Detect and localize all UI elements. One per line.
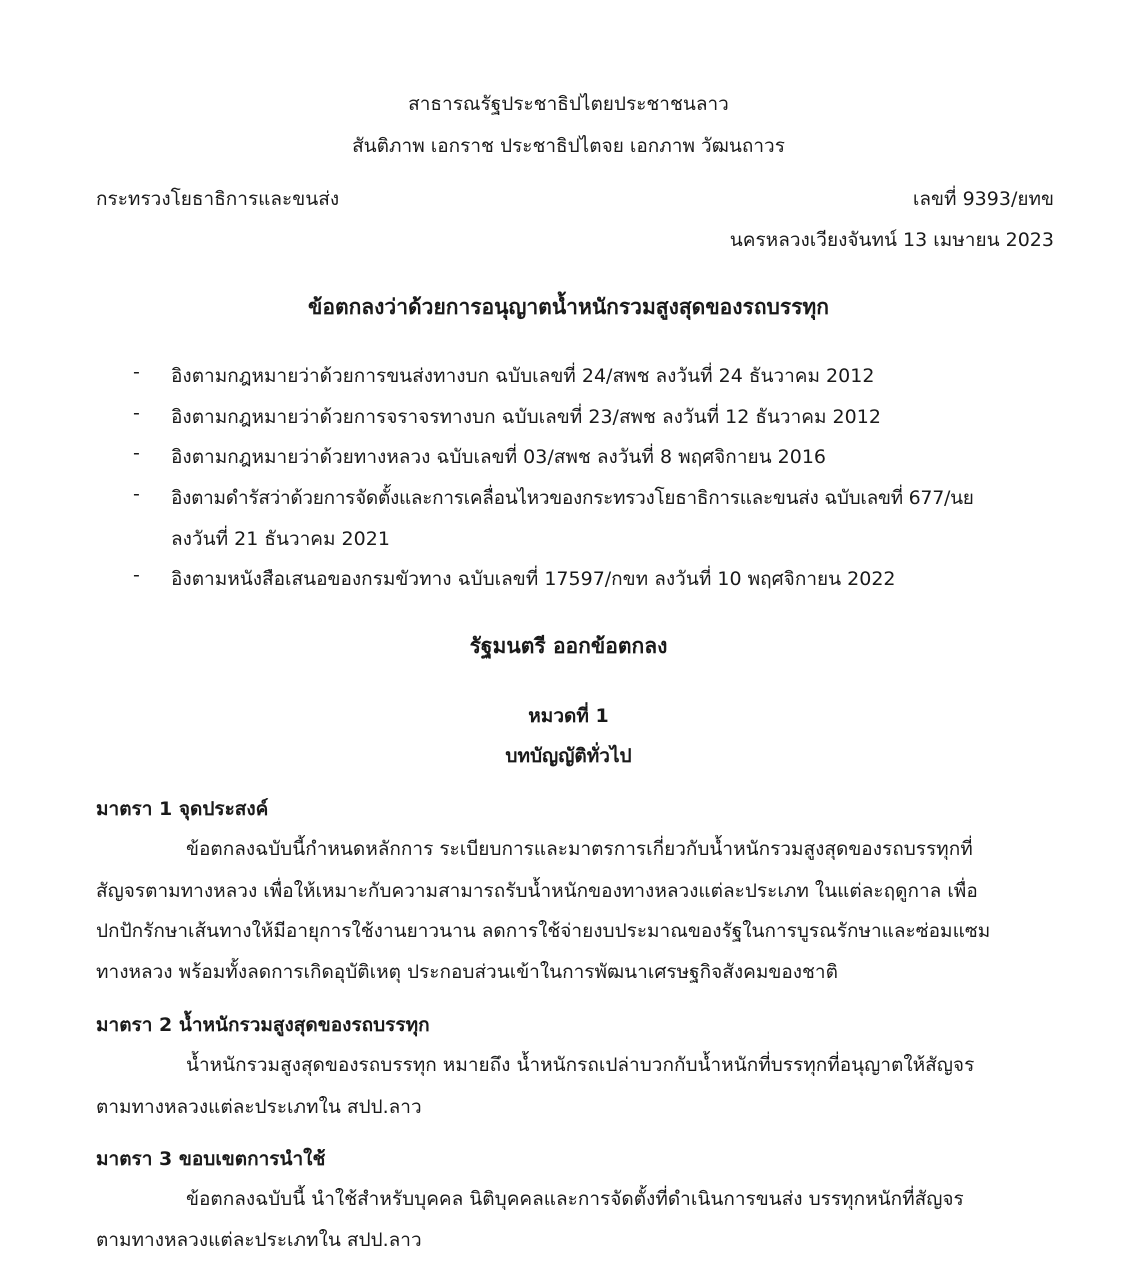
reference-continuation: ลงวันที่ 21 ธันวาคม 2021 (171, 528, 390, 550)
document-title: ข้อตกลงว่าด้วยการอนุญาตน้ำหนักรวมสูงสุดของรถบรรทุก (307, 295, 829, 319)
decree-heading: รัฐมนตรี ออกข้อตกลง (469, 634, 668, 658)
dash-marker: - (133, 442, 140, 464)
reference-text: อิงตามหนังสือเสนอของกรมขัวทาง ฉบับเลขที่ 17597/กขท ลงวันที่ 10 พฤศจิกายน 2022 (171, 568, 896, 590)
dash-marker: - (133, 402, 140, 424)
reference-text: อิงตามกฎหมายว่าด้วยการขนส่งทางบก ฉบับเลขที่ 24/สพช ลงวันที่ 24 ธันวาคม 2012 (171, 365, 875, 387)
reference-text: อิงตามดำรัสว่าด้วยการจัดตั้งและการเคลื่อนไหวของกระทรวงโยธาธิการและขนส่ง ฉบับเลขที่ 677/นย (171, 487, 974, 509)
article-1-line: ข้อตกลงฉบับนี้กำหนดหลักการ ระเบียบการและมาตรการเกี่ยวกับน้ำหนักรวมสูงสุดของรถบรรทุกที่ (186, 838, 973, 860)
article-2-heading: มาตรา 2 น้ำหนักรวมสูงสุดของรถบรรทุก (96, 1014, 430, 1036)
reference-text: อิงตามกฎหมายว่าด้วยทางหลวง ฉบับเลขที่ 03/สพช ลงวันที่ 8 พฤศจิกายน 2016 (171, 446, 826, 468)
reference-text: อิงตามกฎหมายว่าด้วยการจราจรทางบก ฉบับเลขที่ 23/สพช ลงวันที่ 12 ธันวาคม 2012 (171, 406, 881, 428)
motto-line: สันติภาพ เอกราช ประชาธิปไตจย เอกภาพ วัฒนถาวร (352, 135, 785, 157)
article-1-line: ปกปักรักษาเส้นทางให้มีอายุการใช้งานยาวนาน ลดการใช้จ่ายงบประมาณของรัฐในการบูรณรักษาและซ่อมแซม (96, 920, 991, 942)
country-line: สาธารณรัฐประชาธิปไตยประชาชนลาว (408, 93, 729, 115)
dash-marker: - (133, 564, 140, 586)
article-3-line: ข้อตกลงฉบับนี้ นำใช้สำหรับบุคคล นิติบุคคลและการจัดตั้งที่ดำเนินการขนส่ง บรรทุกหนักที่สัญจร (186, 1188, 964, 1210)
article-1-line: ทางหลวง พร้อมทั้งลดการเกิดอุบัติเหตุ ประกอบส่วนเข้าในการพัฒนาเศรษฐกิจสังคมของชาติ (96, 961, 838, 983)
article-3-line: ตามทางหลวงแต่ละประเภทใน สปป.ลาว (96, 1229, 422, 1251)
chapter-number: หมวดที่ 1 (528, 705, 609, 727)
document-number: เลขที่ 9393/ยทข (912, 188, 1054, 210)
ministry-name: กระทรวงโยธาธิการและขนส่ง (96, 188, 340, 210)
article-1-line: สัญจรตามทางหลวง เพื่อให้เหมาะกับความสามารถรับน้ำหนักของทางหลวงแต่ละประเภท ในแต่ละฤดูกาล เพื่อ (96, 880, 978, 902)
dash-marker: - (133, 483, 140, 505)
dash-marker: - (133, 361, 140, 383)
place-date: นครหลวงเวียงจันทน์ 13 เมษายน 2023 (729, 229, 1054, 251)
article-3-heading: มาตรา 3 ขอบเขตการนำใช้ (96, 1148, 326, 1170)
article-1-heading: มาตรา 1 จุดประสงค์ (96, 798, 269, 820)
article-2-line: น้ำหนักรวมสูงสุดของรถบรรทุก หมายถึง น้ำหนักรถเปล่าบวกกับน้ำหนักที่บรรทุกที่อนุญาตให้สัญจร (186, 1054, 975, 1076)
article-2-line: ตามทางหลวงแต่ละประเภทใน สปป.ลาว (96, 1096, 422, 1118)
chapter-name: บทบัญญัติทั่วไป (505, 745, 632, 767)
